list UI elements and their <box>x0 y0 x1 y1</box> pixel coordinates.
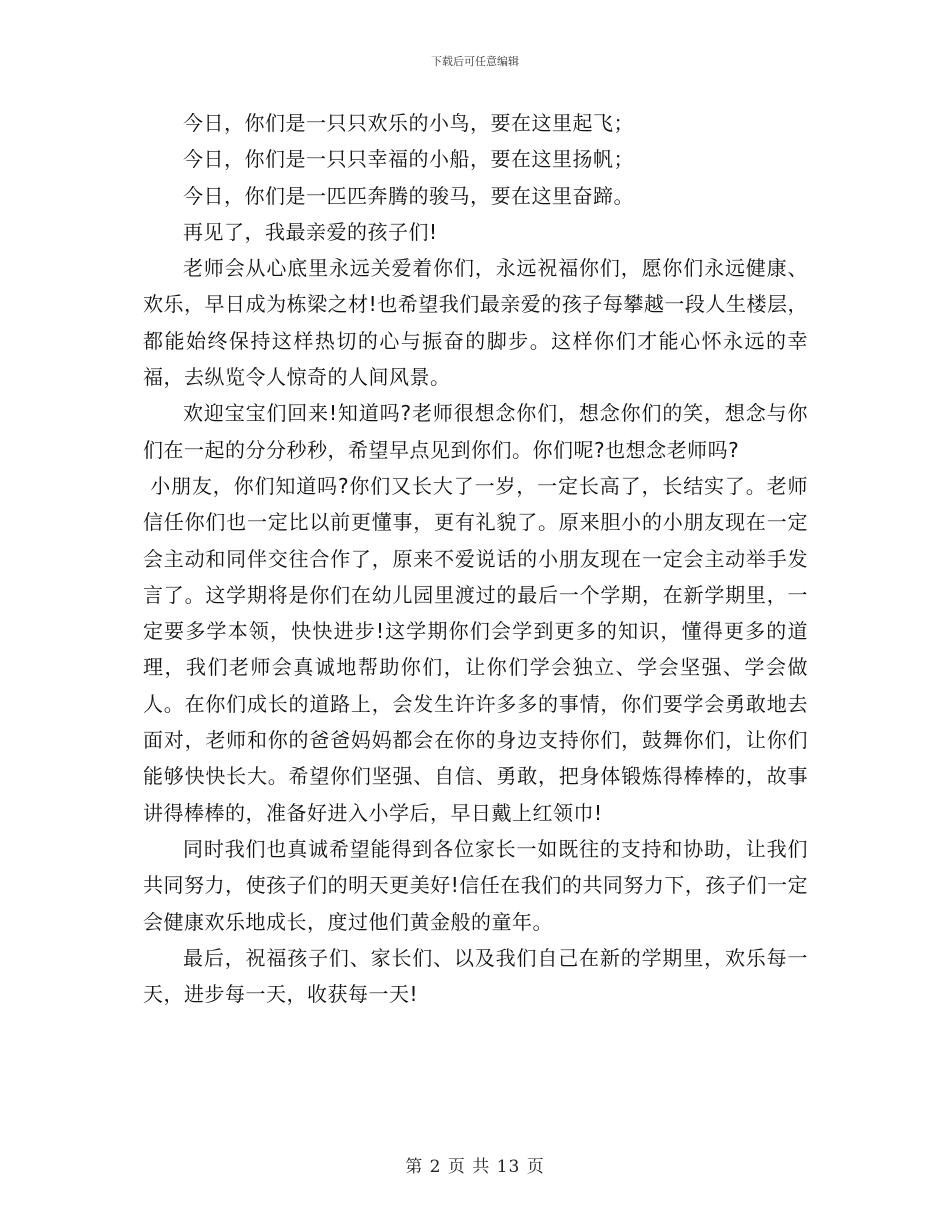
paragraph-parents: 同时我们也真诚希望能得到各位家长一如既往的支持和协助，让我们共同努力，使孩子们的明天更美好!信任在我们的共同努力下，孩子们一定会健康欢乐地成长，度过他们黄金般的童年。 <box>143 836 808 934</box>
paragraph-horse: 今日，你们是一匹匹奔腾的骏马，要在这里奋蹄。 <box>183 183 634 208</box>
page-header: 下载后可任意编辑 <box>431 55 519 68</box>
paragraph-closing: 最后，祝福孩子们、家长们、以及我们自己在新的学期里，欢乐每一天，进步每一天，收获每一天! <box>143 945 808 1007</box>
paragraph-farewell: 再见了，我最亲爱的孩子们! <box>183 219 438 244</box>
paragraph-blessing: 老师会从心底里永远关爱着你们，永远祝福你们，愿你们永远健康、欢乐，早日成为栋梁之材!也希望我们最亲爱的孩子每攀越一段人生楼层，都能始终保持这样热切的心与振奋的脚步。这样你们才能心怀永远的幸福，去纵览令人惊奇的人间风景。 <box>143 256 808 390</box>
paragraph-welcome: 欢迎宝宝们回来!知道吗?老师很想念你们，想念你们的笑，想念与你们在一起的分分秒秒，希望早点见到你们。你们呢?也想念老师吗? <box>143 401 808 462</box>
paragraph-boat: 今日，你们是一只只幸福的小船，要在这里扬帆； <box>183 147 634 172</box>
page-number-footer: 第 2 页 共 13 页 <box>405 1157 545 1177</box>
document-body <box>143 105 808 1012</box>
paragraph-growth: 小朋友，你们知道吗?你们又长大了一岁，一定长高了，长结实了。老师信任你们也一定比以前更懂事，更有礼貌了。原来胆小的小朋友现在一定会主动和同伴交往合作了，原来不爱说话的小朋友现在一定会主动举手发言了。这学期将是你们在幼儿园里渡过的最后一个学期，在新学期里，一定要多学本领，快快进步!这学期你们会学到更多的知识，懂得更多的道理，我们老师会真诚地帮助你们，让你们学会独立、学会坚强、学会做人。在你们成长的道路上，会发生许许多多的事情，你们要学会勇敢地去面对，老师和你的爸爸妈妈都会在你的身边支持你们，鼓舞你们，让你们能够快快长大。希望你们坚强、自信、勇敢，把身体锻炼得棒棒的，故事讲得棒棒的，准备好进入小学后，早日戴上红领巾! <box>143 473 808 825</box>
paragraph-bird: 今日，你们是一只只欢乐的小鸟，要在这里起飞； <box>183 111 634 135</box>
